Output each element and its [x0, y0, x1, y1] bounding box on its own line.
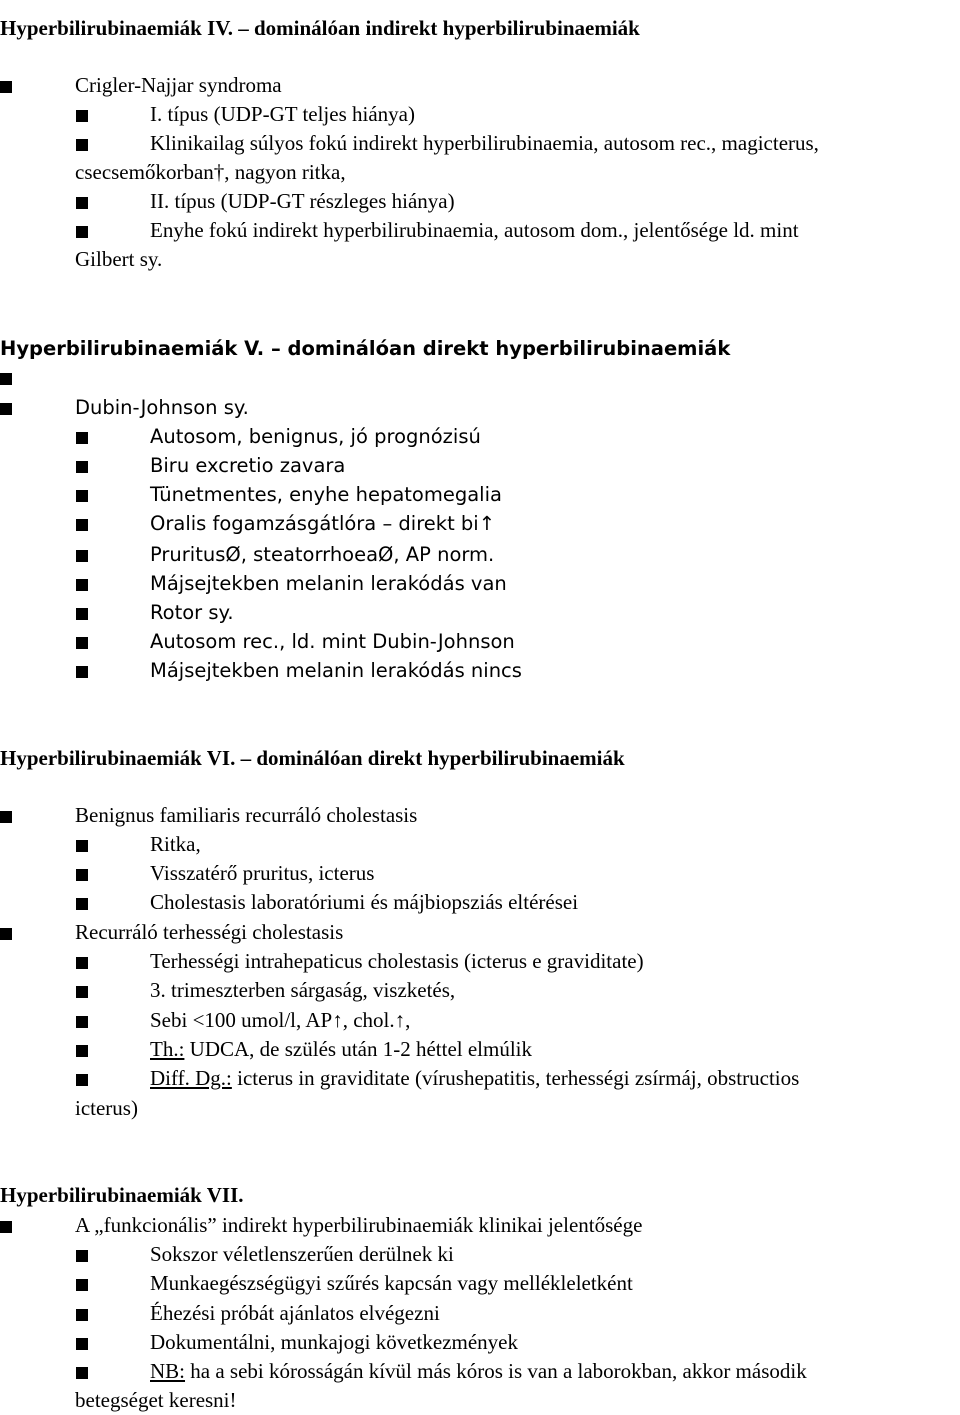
item-text: A „funkcionális” indirekt hyperbilirubinaemiák klinikai jelentősége [75, 1213, 643, 1237]
item-text: Crigler-Najjar syndroma [75, 73, 282, 97]
square-bullet-icon [76, 840, 88, 852]
square-bullet-icon [76, 1309, 88, 1321]
item-text: Dubin-Johnson sy. [75, 396, 249, 419]
item-text: ha a sebi kórosságán kívül más kóros is van a laborokban, akkor második [185, 1359, 807, 1383]
list-item-text [150, 1240, 454, 1269]
list-item-text [150, 451, 345, 480]
square-bullet-icon [76, 519, 88, 531]
item-text: Visszatérő pruritus, icterus [150, 861, 375, 885]
list-item-text [150, 1269, 633, 1298]
list-item-text [75, 918, 343, 947]
item-text: Biru excretio zavara [150, 454, 346, 477]
square-bullet-icon [76, 550, 88, 562]
square-bullet-icon [0, 81, 12, 93]
heading-text: Hyperbilirubinaemiák VII. [0, 1183, 244, 1207]
square-bullet-icon [76, 579, 88, 591]
item-text: Terhességi intrahepaticus cholestasis (icterus e graviditate) [150, 949, 644, 973]
square-bullet-icon [76, 1279, 88, 1291]
item-text: Oralis fogamzásgátlóra – direkt bi↑ [150, 512, 496, 535]
underlined-label: Th.: [150, 1037, 185, 1061]
heading-text: Hyperbilirubinaemiák IV. – dominálóan indirekt hyperbilirubinaemiák [0, 16, 640, 40]
list-item-text [150, 947, 644, 976]
list-item-text [150, 627, 515, 656]
square-bullet-icon [76, 461, 88, 473]
item-text: Ritka, [150, 832, 201, 856]
square-bullet-icon [76, 898, 88, 910]
square-bullet-icon [76, 1016, 88, 1028]
list-item-text [150, 976, 455, 1005]
item-text: Autosom, benignus, jó prognózisú [150, 425, 481, 448]
item-text: icterus) [75, 1096, 138, 1120]
list-item-text [75, 71, 282, 100]
square-bullet-icon [76, 869, 88, 881]
item-text: UDCA, de szülés után 1-2 héttel elmúlik [184, 1037, 533, 1061]
square-bullet-icon [76, 139, 88, 151]
section-heading [0, 334, 730, 363]
list-item-text [150, 830, 201, 859]
square-bullet-icon [0, 1221, 12, 1233]
item-text: Recurráló terhességi cholestasis [75, 920, 344, 944]
list-item-text [75, 393, 249, 422]
item-text: Klinikailag súlyos fokú indirekt hyperbilirubinaemia, autosom rec., magicterus, [150, 131, 819, 155]
item-text: Cholestasis laboratóriumi és májbiopsziás eltérései [150, 890, 579, 914]
list-item-text [75, 1211, 642, 1240]
square-bullet-icon [76, 110, 88, 122]
square-bullet-icon [76, 1074, 88, 1086]
square-bullet-icon [76, 637, 88, 649]
item-text: Dokumentálni, munkajogi következmények [150, 1330, 518, 1354]
list-item-text [150, 656, 522, 685]
list-item-text [75, 245, 162, 274]
heading-text: Hyperbilirubinaemiák VI. – dominálóan direkt hyperbilirubinaemiák [0, 746, 625, 770]
item-text: Rotor sy. [150, 601, 234, 624]
list-item-text [150, 216, 799, 245]
square-bullet-icon [0, 811, 12, 823]
item-text: Munkaegészségügyi szűrés kapcsán vagy mellékleletként [150, 1271, 633, 1295]
square-bullet-icon [0, 928, 12, 940]
item-text: II. típus (UDP-GT részleges hiánya) [150, 189, 455, 213]
section-heading [0, 744, 625, 773]
list-item-text [150, 888, 578, 917]
item-text: Májsejtekben melanin lerakódás van [150, 572, 507, 595]
list-item-text [150, 598, 234, 627]
square-bullet-icon [76, 1045, 88, 1057]
section-heading [0, 1181, 244, 1210]
list-item-text [150, 129, 819, 158]
square-bullet-icon [76, 608, 88, 620]
list-item-text [150, 422, 481, 451]
square-bullet-icon [76, 1250, 88, 1262]
list-item-text [75, 801, 417, 830]
list-item-text [150, 1328, 518, 1357]
list-item-text [150, 1299, 440, 1328]
square-bullet-icon [0, 403, 12, 415]
square-bullet-icon [76, 1367, 88, 1379]
list-item-text [150, 540, 494, 569]
item-text: PruritusØ, steatorrhoeaØ, AP norm. [150, 543, 495, 566]
list-item-text [150, 1357, 807, 1386]
item-text: I. típus (UDP-GT teljes hiánya) [150, 102, 415, 126]
square-bullet-icon [76, 666, 88, 678]
item-text: Éhezési próbát ajánlatos elvégezni [150, 1301, 440, 1325]
square-bullet-icon [76, 197, 88, 209]
list-item-text [150, 859, 374, 888]
list-item-text [150, 569, 507, 598]
item-text: Benignus familiaris recurráló cholestasis [75, 803, 418, 827]
square-bullet-icon [76, 490, 88, 502]
list-item-text [150, 1064, 799, 1093]
item-text: 3. trimeszterben sárgaság, viszketés, [150, 978, 456, 1002]
item-text: Sokszor véletlenszerűen derülnek ki [150, 1242, 454, 1266]
section-heading [0, 14, 640, 43]
underlined-label: NB: [150, 1359, 186, 1383]
list-item-text [150, 509, 495, 538]
item-text: Májsejtekben melanin lerakódás nincs [150, 659, 522, 682]
item-text: Sebi <100 umol/l, AP↑, chol.↑, [150, 1008, 411, 1032]
square-bullet-icon [0, 373, 12, 385]
item-text: Gilbert sy. [75, 247, 163, 271]
heading-text: Hyperbilirubinaemiák V. – dominálóan direkt hyperbilirubinaemiák [0, 337, 731, 360]
item-text: Tünetmentes, enyhe hepatomegalia [150, 483, 502, 506]
item-text: Enyhe fokú indirekt hyperbilirubinaemia, autosom dom., jelentősége ld. mint [150, 218, 799, 242]
square-bullet-icon [76, 226, 88, 238]
list-item-text [150, 480, 502, 509]
list-item-text [150, 1035, 532, 1064]
item-text: icterus in graviditate (vírushepatitis, terhességi zsírmáj, obstructios [231, 1066, 800, 1090]
list-item-text [150, 100, 415, 129]
square-bullet-icon [76, 986, 88, 998]
list-item-text [150, 1006, 410, 1035]
list-item-text [75, 1094, 138, 1123]
underlined-label: Diff. Dg.: [150, 1066, 232, 1090]
item-text: csecsemőkorban†, nagyon ritka, [75, 160, 346, 184]
item-text: Autosom rec., ld. mint Dubin-Johnson [150, 630, 515, 653]
square-bullet-icon [76, 432, 88, 444]
square-bullet-icon [76, 957, 88, 969]
list-item-text [150, 187, 455, 216]
list-item-text [75, 1386, 237, 1415]
list-item-text [75, 158, 346, 187]
square-bullet-icon [76, 1338, 88, 1350]
item-text: betegséget keresni! [75, 1388, 237, 1412]
